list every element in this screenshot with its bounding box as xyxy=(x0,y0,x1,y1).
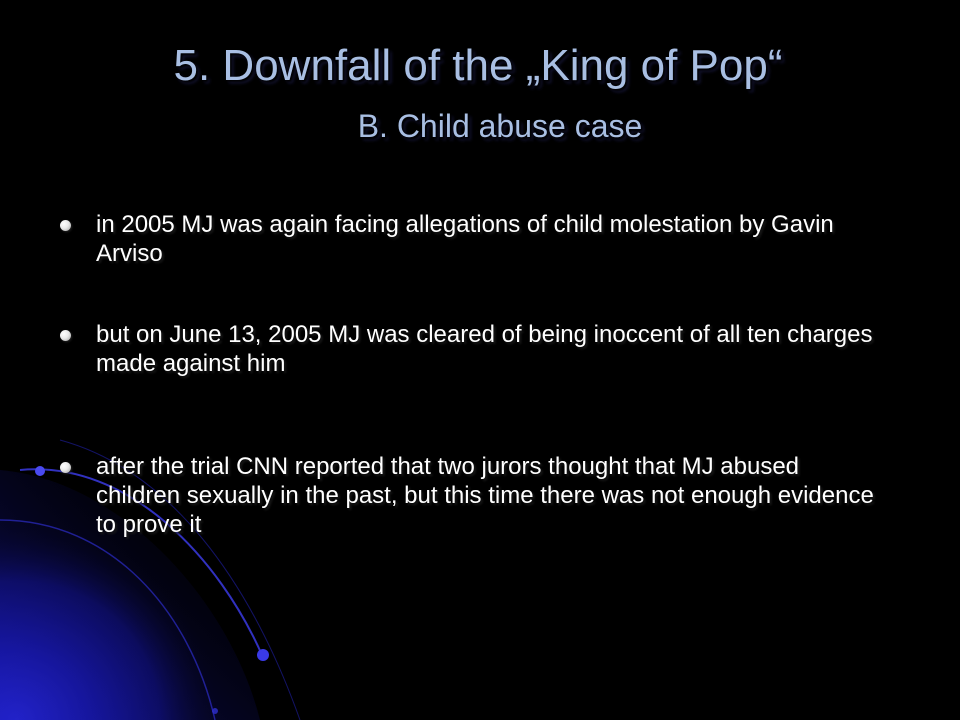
decor-dot-3 xyxy=(212,708,218,714)
bullet-text: in 2005 MJ was again facing allegations of child molestation by Gavin Arviso xyxy=(96,211,834,267)
bullet-dot-icon xyxy=(60,220,71,231)
bullet-text: after the trial CNN reported that two jurors thought that MJ abused children sexually in the past, but this time there was not enough evidence to prove it xyxy=(96,453,874,538)
bullet-item xyxy=(58,452,878,539)
bullet-text: but on June 13, 2005 MJ was cleared of being inoccent of all ten charges made against him xyxy=(96,321,873,377)
slide-subtitle: B. Child abuse case xyxy=(357,108,643,144)
bullet-dot-icon xyxy=(60,330,71,341)
bullet-list xyxy=(58,210,878,539)
slide-title: 5. Downfall of the „King of Pop“ xyxy=(173,41,783,90)
decor-dot-2 xyxy=(257,649,269,661)
decor-dot-1 xyxy=(35,466,45,476)
bullet-item xyxy=(58,210,878,268)
bullet-item xyxy=(58,320,878,378)
bullet-dot-icon xyxy=(60,462,71,473)
